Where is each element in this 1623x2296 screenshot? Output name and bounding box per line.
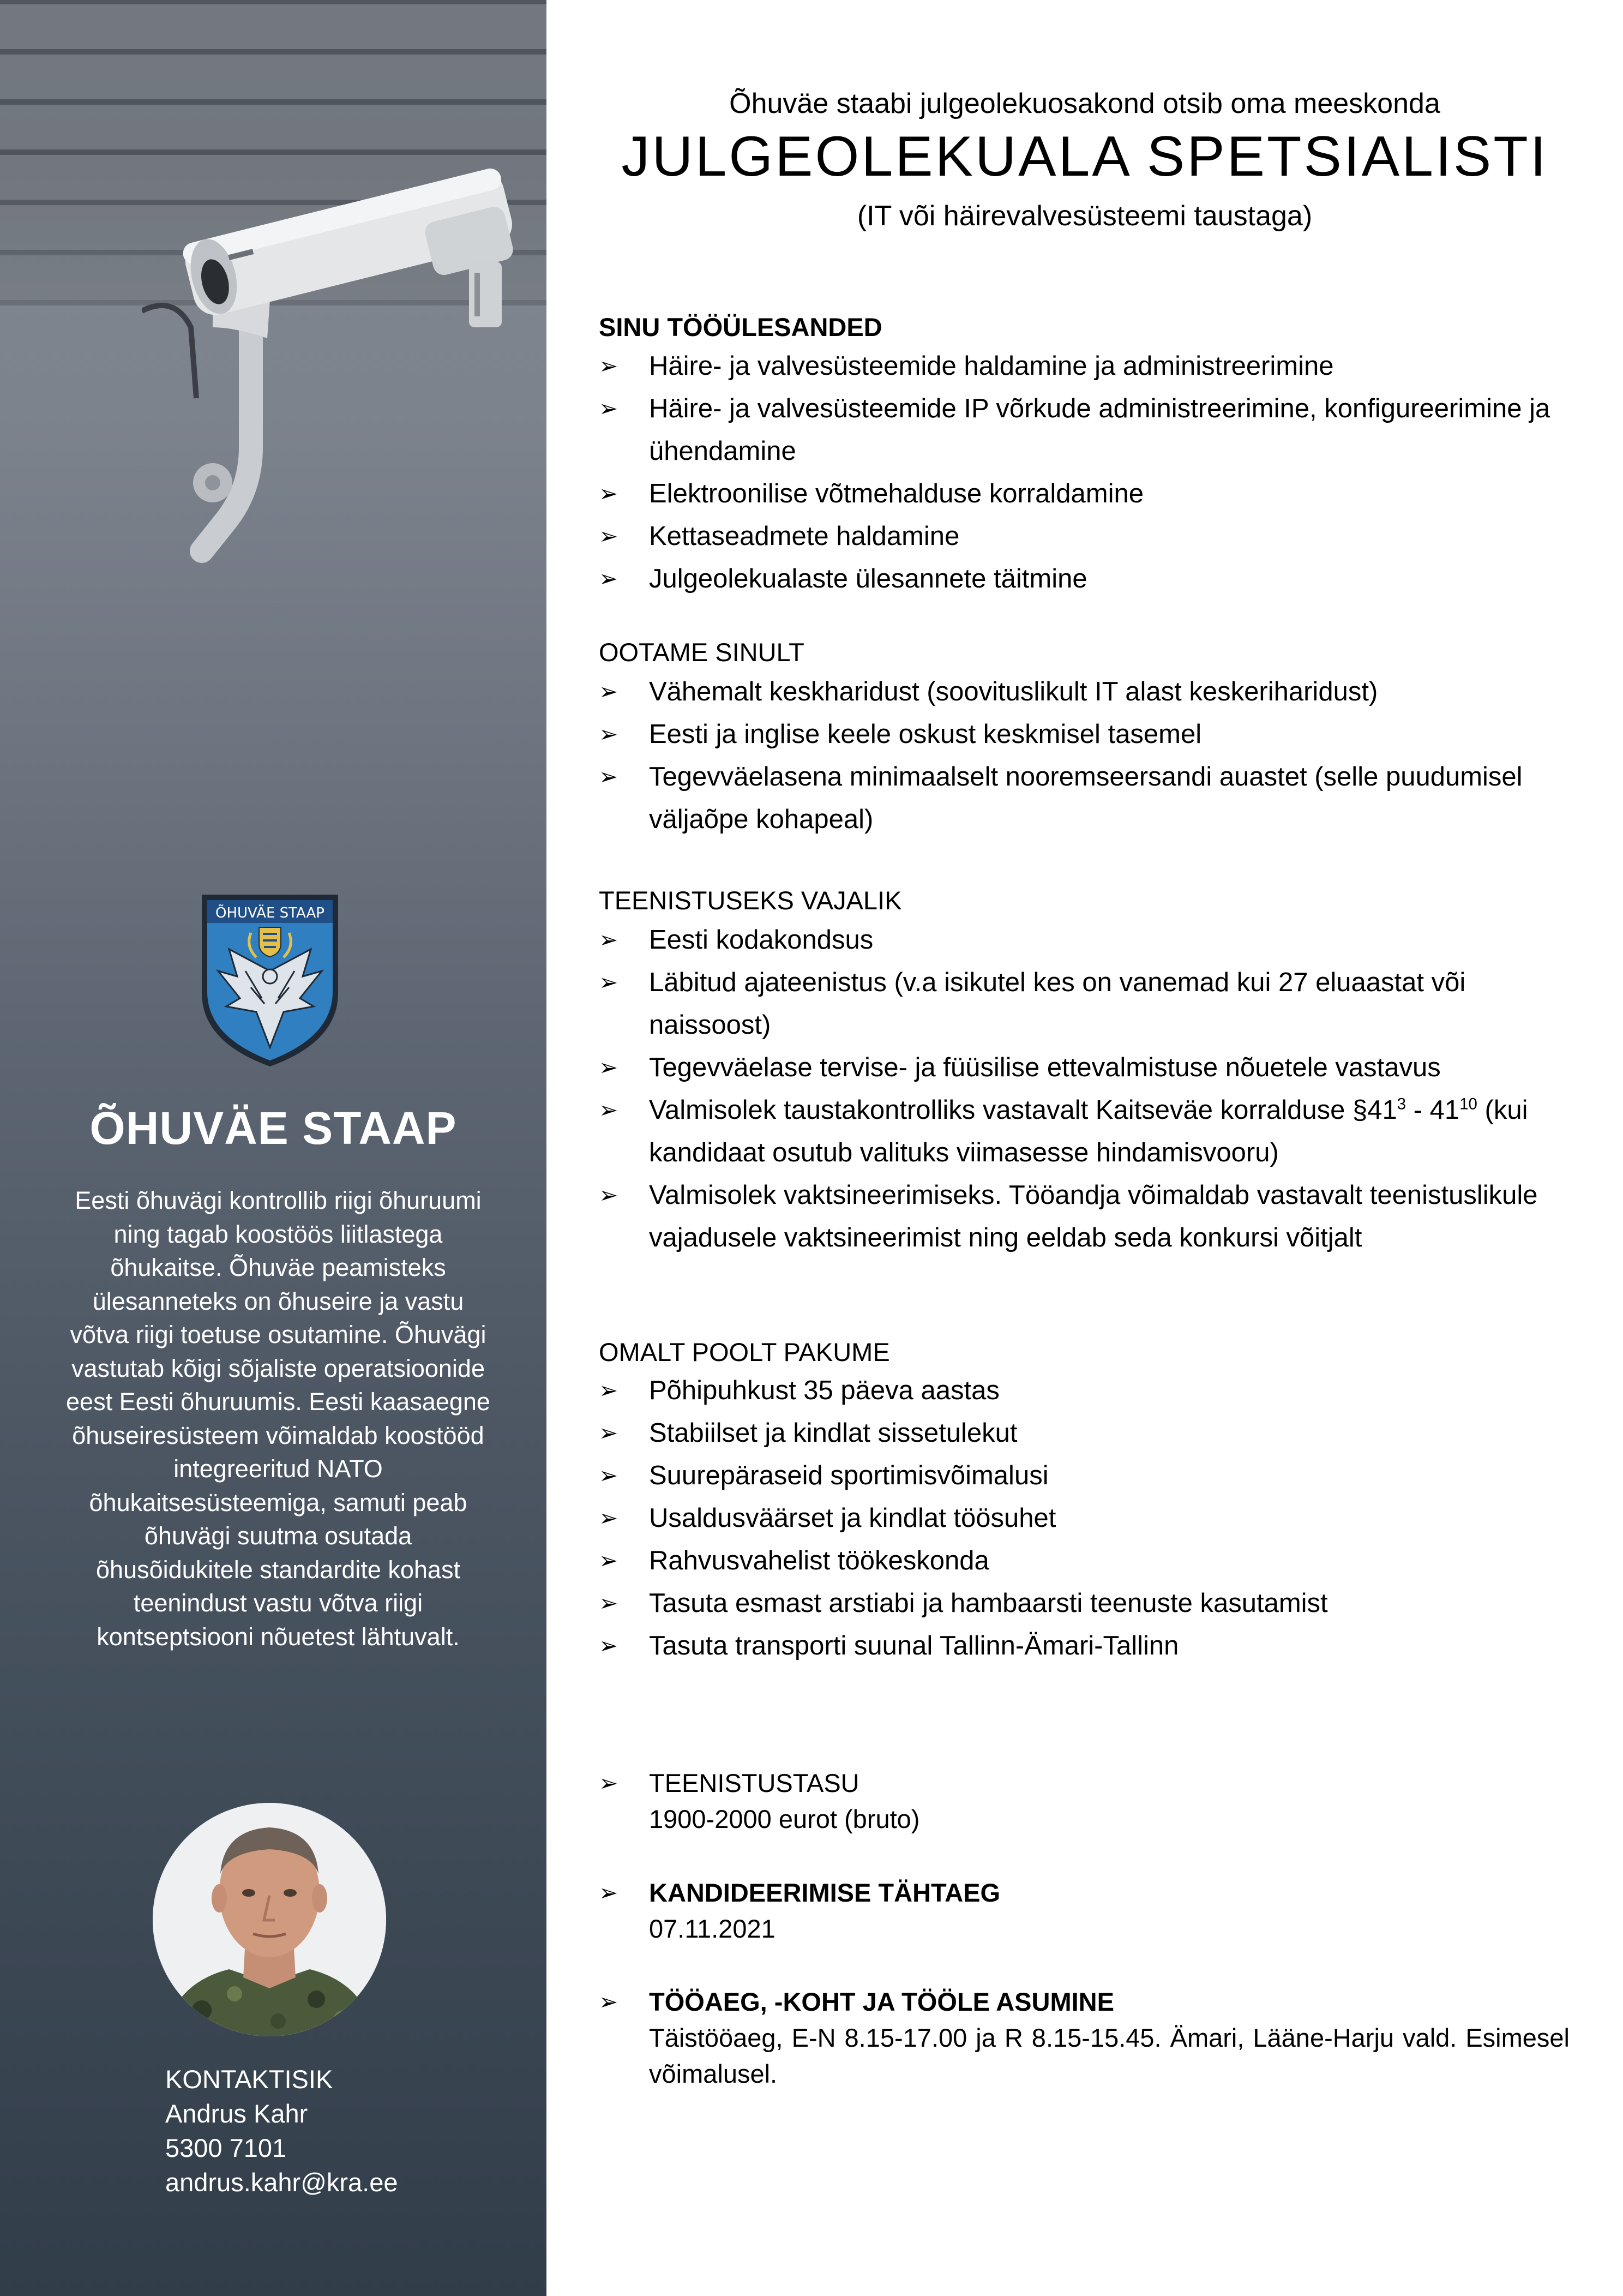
- duties-list: [599, 345, 1564, 600]
- expect-list: [599, 670, 1564, 841]
- org-description: Eesti õhuvägi kontrollib riigi õhuruumi ning tagab koostöös liitlastega õhukaitse. Õhuväe peamisteks ülesanneteks on õhuseire ja vastu võtva riigi toetuse osutamine. Õhuvägi vastutab kõigi sõjaliste operatsioonide eest Eesti õhuruumis. Eesti kaasaegne õhuseiresüsteem võimaldab koostööd integreeritud NATO õhukaitsesüsteemiga, samuti peab õhuvägi suutma osutada õhusõidukitele standardite kohast teenindust vastu võtva riigi kontseptsiooni nõuetest lähtuvalt.: [66, 1186, 490, 1651]
- arrow-bullet-icon: ➢: [599, 721, 618, 747]
- emblem-text: ÕHUVÄE STAAP: [215, 905, 324, 921]
- arrow-bullet-icon: ➢: [599, 927, 618, 952]
- job-subtitle: (IT või häirevalvesüsteemi taustaga): [857, 200, 1313, 232]
- arrow-bullet-icon: ➢: [599, 481, 618, 506]
- arrow-bullet-icon: ➢: [599, 1548, 618, 1573]
- contact-label: KONTAKTISIK: [165, 2065, 333, 2094]
- list-item: ➢ Valmisolek vaktsineerimiseks. Tööandja võimaldab vastavalt teenistuslikule vajadusele vaktsineerimist ning eeldab seda konkursi võitjalt: [599, 1174, 1564, 1259]
- contact-photo: [153, 1803, 386, 2036]
- arrow-bullet-icon: ➢: [599, 1462, 618, 1488]
- security-camera-image: [142, 164, 545, 611]
- arrow-bullet-icon: ➢: [599, 1633, 618, 1658]
- arrow-bullet-icon: ➢: [599, 1097, 618, 1123]
- list-item: ➢ Läbitud ajateenistus (v.a isikutel kes on vanemad kui 27 eluaastat või naissoost): [599, 961, 1564, 1046]
- arrow-bullet-icon: ➢: [599, 523, 618, 549]
- salary-label: TEENISTUSTASU: [649, 1769, 859, 1797]
- arrow-bullet-icon: ➢: [599, 1590, 618, 1616]
- list-item: ➢ Vähemalt keskharidust (soovituslikult IT alast keskeriharidust): [599, 670, 1564, 713]
- required-heading: TEENISTUSEKS VAJALIK: [599, 886, 902, 915]
- duties-heading: SINU TÖÖÜLESANDED: [599, 313, 882, 341]
- offer-heading: OMALT POOLT PAKUME: [599, 1338, 890, 1366]
- list-item: ➢ Häire- ja valvesüsteemide haldamine ja administreerimine: [599, 345, 1564, 387]
- job-title: JULGEOLEKUALA SPETSIALISTI: [621, 125, 1548, 188]
- list-item: ➢ Elektroonilise võtmehalduse korraldamine: [599, 472, 1564, 515]
- worktime-block: [599, 1984, 1570, 2092]
- contact-phone: 5300 7101: [165, 2133, 287, 2162]
- org-title: ÕHUVÄE STAAP: [89, 1102, 457, 1154]
- list-item: ➢ Julgeolekualaste ülesannete täitmine: [599, 557, 1564, 600]
- arrow-bullet-icon: ➢: [599, 1880, 618, 1905]
- list-item: ➢ Eesti ja inglise keele oskust keskmisel tasemel: [599, 713, 1564, 756]
- arrow-bullet-icon: ➢: [599, 969, 618, 995]
- intro-line: Õhuväe staabi julgeolekuosakond otsib oma meeskonda: [729, 88, 1440, 119]
- list-item: ➢ Häire- ja valvesüsteemide IP võrkude administreerimine, konfigureerimine ja ühendamine: [599, 387, 1564, 472]
- deadline-value: 07.11.2021: [649, 1914, 776, 1943]
- list-item: ➢ Valmisolek taustakontrolliks vastavalt Kaitseväe korralduse $\S 41^3 - 41^{10}$ (kui kandidaat osutub valituks viimasesse hindamisvooru): [599, 1089, 1564, 1174]
- arrow-bullet-icon: ➢: [599, 566, 618, 591]
- sidebar: [0, 0, 546, 2296]
- arrow-bullet-icon: ➢: [599, 1377, 618, 1403]
- ohuvae-staap-emblem: [196, 889, 344, 1069]
- salary-value: 1900-2000 eurot (bruto): [649, 1805, 920, 1833]
- arrow-bullet-icon: ➢: [599, 353, 618, 379]
- arrow-bullet-icon: ➢: [599, 1182, 618, 1208]
- list-item: ➢ Tasuta esmast arstiabi ja hambaarsti teenuste kasutamist: [599, 1582, 1564, 1624]
- deadline-label: KANDIDEERIMISE TÄHTAEG: [649, 1878, 1001, 1907]
- arrow-bullet-icon: ➢: [599, 395, 618, 421]
- arrow-bullet-icon: ➢: [599, 1505, 618, 1531]
- list-item: ➢ Suurepäraseid sportimisvõimalusi: [599, 1454, 1564, 1497]
- list-item: ➢ Stabiilset ja kindlat sissetulekut: [599, 1412, 1564, 1454]
- contact-email: andrus.kahr@kra.ee: [165, 2168, 398, 2197]
- arrow-bullet-icon: ➢: [599, 1989, 618, 2015]
- expect-heading: OOTAME SINULT: [599, 638, 804, 667]
- list-item: ➢ Tegevväelase tervise- ja füüsilise ettevalmistuse nõuetele vastavus: [599, 1046, 1564, 1089]
- arrow-bullet-icon: ➢: [599, 1420, 618, 1446]
- deadline-block: [599, 1875, 1570, 1947]
- list-item: ➢ Põhipuhkust 35 päeva aastas: [599, 1369, 1564, 1412]
- list-item: ➢ Usaldusväärset ja kindlat töösuhet: [599, 1497, 1564, 1539]
- contact-block: [165, 2062, 398, 2199]
- offer-list: [599, 1369, 1564, 1667]
- contact-person-image: [153, 1803, 386, 2036]
- required-list: [599, 919, 1564, 1259]
- salary-block: [599, 1765, 1570, 1837]
- arrow-bullet-icon: ➢: [599, 764, 618, 789]
- list-item: ➢ Tegevväelasena minimaalselt nooremseersandi auastet (selle puudumisel väljaõpe kohapeal): [599, 756, 1564, 841]
- contact-name: Andrus Kahr: [165, 2099, 308, 2128]
- list-item: ➢ Tasuta transporti suunal Tallinn-Ämari-Tallinn: [599, 1624, 1564, 1667]
- worktime-label: TÖÖAEG, -KOHT JA TÖÖLE ASUMINE: [649, 1987, 1114, 2016]
- list-item: ➢ Rahvusvahelist töökeskonda: [599, 1539, 1564, 1582]
- arrow-bullet-icon: ➢: [599, 1054, 618, 1080]
- arrow-bullet-icon: ➢: [599, 679, 618, 704]
- list-item: ➢ Kettaseadmete haldamine: [599, 515, 1564, 557]
- worktime-value: Täistööaeg, E-N 8.15-17.00 ja R 8.15-15.45. Ämari, Lääne-Harju vald. Esimesel võimalusel.: [649, 2023, 1570, 2088]
- arrow-bullet-icon: ➢: [599, 1770, 618, 1796]
- list-item: ➢ Eesti kodakondsus: [599, 919, 1564, 961]
